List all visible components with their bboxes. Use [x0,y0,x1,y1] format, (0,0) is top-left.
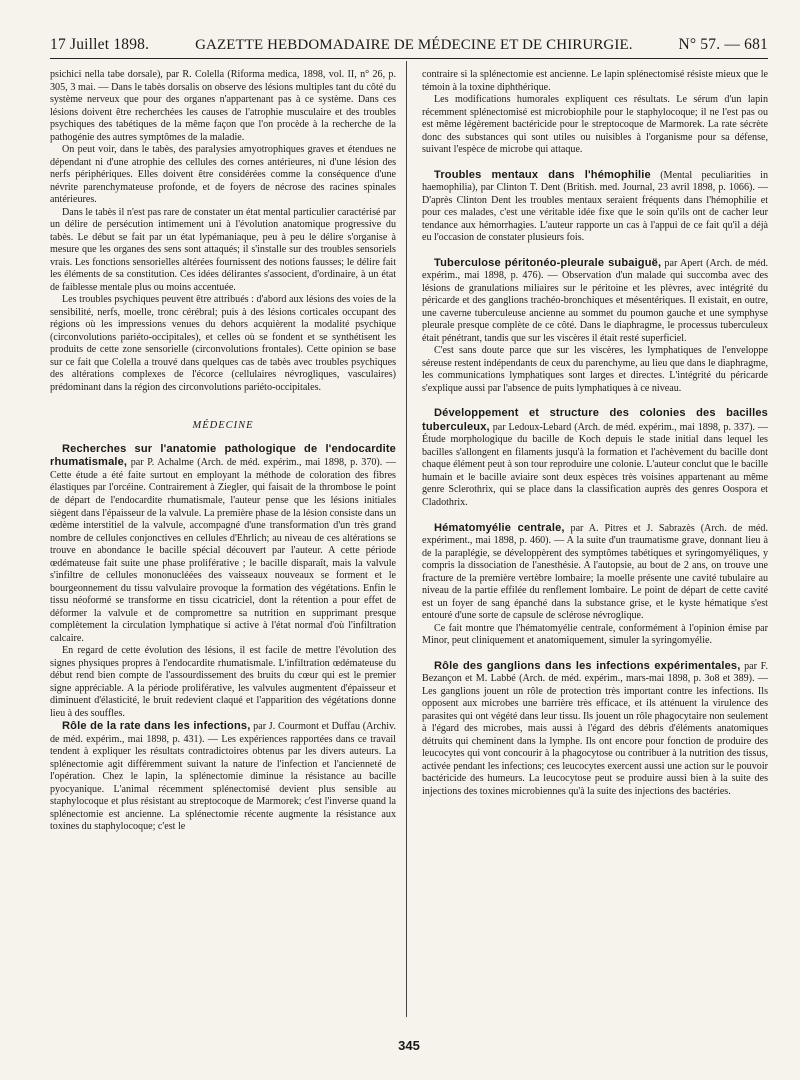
article [422,257,768,346]
article [50,443,396,645]
article [422,522,768,623]
header-issue-page: N° 57. — 681 [678,36,768,53]
article-body: par Ledoux-Lebard (Arch. de méd. expérim., mai 1898, p. 337). — Étude morphologique du bacille de Koch depuis le stade initial dans lequel les bacilles s'allongent en filaments jusqu'à la formation et l'achèvement du bacille dont chaque élément peut à son tour reproduire une colonie. L'auteur conclut que le bacille humain et le bacille aviaire sont deux espèces très voisines appartenant au même genre Sclerothrix, qui se place dans la classification auprès des genres Oospora et Cladothrix. [422,421,768,508]
right-column [422,69,768,834]
two-column-body [50,69,768,834]
article-title: Rôle des ganglions dans les infections expérimentales, [434,659,741,672]
article-title: Développement et structure des colonies des bacilles tuberculeux, [422,407,768,433]
article-title: Hématomyélie centrale, [434,521,565,534]
column-divider [406,61,407,1017]
header-date: 17 Juillet 1898. [50,36,150,53]
article-title: Tuberculose péritonéo-pleurale subaiguë, [434,256,662,269]
paragraph: Les troubles psychiques peuvent être attribués : d'abord aux lésions des voies de la sensibilité, nerfs, moelle, tronc cérébral; puis à des lésions corticales occupant des régions où les impressions venues du dehors acquièrent la modalité psychique (circonvolutions pariéto-occipitales), et celles où se fondent et se synthétisent les produits de cette zone sensorielle (circonvolutions frontales). Cette opinion se base sur ce fait que Colella a trouvé dans quelques cas de tabès avec troubles psychiques des altérations complexes de l'écorce (cellulaires névrogliques, vasculaires) prédominant dans la région des circonvolutions pariéto-occipitales. [50,294,396,393]
article-body: par F. Bezançon et M. Labbé (Arch. de méd. expérim., mars-mai 1898, p. 3o8 et 389). — Les ganglions jouent un rôle de protection très important contre les infections. Ils opposent aux microbes une barrière très efficace, et ils atténuent la virulence des parasites qui ont végété dans leur tissu. Ils jouent un rôle phagocytaire non seulement à l'égard des microbes, mais aussi à l'égard des débris d'éléments anatomiques détruits qui cheminent dans la lymphe. Ils ont encore pour fonction de produire des leucocytes qui vont concourir à la phagocytose ou contribuer à la nutrition des tissus, activée pendant les infections; ces leucocytes exercent aussi une action sur le pouvoir bactéricide des humeurs. La leucocytose peut se produire aussi bien à la suite des injections des toxines microbiennes qu'à la suite des injections des bactéries. [422,660,768,797]
article-body: par J. Courmont et Duffau (Archiv. de méd. expérim., mai 1898, p. 431). — Les expériences rapportées dans ce travail tendent à expliquer les résultats contradictoires obtenus par les divers auteurs. La splénectomie agit différemment suivant la nature de l'infection et l'ancienneté de l'opération. Chez le lapin, la splénectomie diminue la résistance au bacille pyocyanique. L'animal récemment splénectomisé devient plus sensible au staphylocoque et plus résistant au streptocoque de Marmorek; c'est l'inverse quand la splénectomie est ancienne. La splénectomie récente augmente la résistance aux toxines du staphylocoque; c'est le [50,721,396,833]
article [422,407,768,509]
paragraph: Les modifications humorales expliquent ces résultats. Le sérum d'un lapin récemment splénectomisé est microbiophile pour le staphylocoque; il ne l'est pas ou est même légèrement bactéricide pour le streptocoque de Marmorek. La rate sécrète donc des substances qui sont utiles ou nuisibles à l'organisme pour sa défense, suivant l'espèce de microbe qui attaque. [422,94,768,156]
paragraph: En regard de cette évolution des lésions, il est facile de mettre l'évolution des signes physiques propres à l'endocardite rhumatismale. L'infiltration œdémateuse du début rend bien compte de l'assourdissement des bruits du cœur qui est le premier signe appréciable. A la période proliférative, les valvules augmentent d'épaisseur et diminuent d'élasticité, le bruit redevient claqué et l'apparition des végétations donne lieu à des souffles. [50,645,396,719]
article-body: (Mental peculiarities in haemophilia), par Clinton T. Dent (British. med. Journal, 23 avril 1898, p. 1066). — D'après Clinton Dent les troubles mentaux seraient fréquents dans l'hémophilie et pour ces malades, c'est une véritable idée fixe que le soin qu'ils ont de cacher leur tendance aux hémorrhagies. L'auteur rapporte un cas à l'appui de ce fait qu'il a déjà eu l'occasion de constater plusieurs fois. [422,169,769,244]
article-body: par A. Pitres et J. Sabrazès (Arch. de méd. expériment., mai 1898, p. 460). — A la suite d'un traumatisme grave, donnant lieu à de la paraplégie, se développèrent des symptômes tabétiques et syringomyéliques, y compris la dissociation de l'anesthésie. A l'autopsie, au bout de 2 ans, on trouve une fracture de la première vertèbre lombaire; la moelle présente une cavité tubulaire au niveau de la partie effilée du renflement lombaire. Le point de départ de cette cavité est un foyer de sang épanché dans la substance grise, et le kyste hématique s'est entouré d'une sorte de capsule de sclérose névroglique. [422,522,768,622]
article-body: par P. Achalme (Arch. de méd. expérim., mai 1898, p. 370). — Cette étude a été faite surtout en employant la méthode de coloration des fibres élastiques par l'orcéine. Contrairement à Ziegler, qui faisait de la thrombose le point de départ de l'endocardite rhumatismale, l'auteur pense que les lésions initiales siègent dans l'épaisseur de la valvule. La première phase de la lésion consiste dans un œdème interstitiel de la valvule, accompagné d'une transformation d'un très grand nombre de cellules conjonctives en cellules d'Ehrlich; au niveau de ces altérations se trouve en abondance le bacille spécial découvert par l'auteur. A cette période œdémateuse fait suite une phase proliférative ; le bacille disparaît, mais la valvule s'infiltre de cellules mononucléées des vaisseaux nouveaux se forment et le bourgeonnement du tissu valvulaire provoque la formation des végétations. Enfin le tissu néoformé se transforme en tissu cicatriciel, dont la rétention a pour effet de déformer la valvule et de compromettre sa nutrition en supprimant presque complètement la circulation lymphatique si active à l'état normal d'où l'infiltration calcaire. [50,457,396,644]
paragraph: contraire si la splénectomie est ancienne. Le lapin splénectomisé résiste mieux que le témoin à la toxine diphthérique. [422,69,768,93]
article-title: Rôle de la rate dans les infections, [62,720,251,733]
left-column [50,69,396,834]
paragraph: Dans le tabès il n'est pas rare de constater un état mental particulier caractérisé par un délire de persécution intimement uni à l'évolution anatomique progressive du tabès. Le début se fait par un état lypémaniaque, peu à peu le délire s'organise à mesure que les organes des sens sont attaqués; il s'installe sur des troubles sensoriels vrais. Les fonctions sensorielles altérées fournissent des notions fausses; le délire fait les éléments de sa constitution. Ces idées délirantes s'associent, d'ordinaire, à un état de faiblesse mentale plus ou moins accentuée. [50,206,396,293]
paragraph: Ce fait montre que l'hématomyélie centrale, conformément à l'opinion émise par Minor, peut cliniquement et anatomiquement, simuler la syringomyélie. [422,622,768,647]
article-body: par Apert (Arch. de méd. expérim., mai 1898, p. 476). — Observation d'un malade qui succomba avec des lésions de granulations miliaires sur le péritoine et les plèvres, avec intégrité du péricarde et des ganglions trachéo-bronchiques et mésentériques. Il existait, en outre, une caverne tuberculeuse ancienne au sommet du poumon gauche et une symphyse pleurale presque complète de ce côté. Dans le diaphragme, le processus tuberculeux était pénétrant, tandis que sur les viscères il était resté superficiel. [422,257,769,344]
paragraph: psichici nella tabe dorsale), par R. Colella (Riforma medica, 1898, vol. II, n° 26, p. 305, 3 mai. — Dans le tabès dorsalis on observe des lésions multiples tant du côté du système nerveux que pour des organes n'appartenant pas à ce système. Dans ces lésions doivent être recherchées les causes de l'atrophie musculaire et des troubles psychiques des tabétiques de la même façon que l'on procède à la recherche de la pathogénie des autres symptômes de la maladie. [50,69,396,143]
journal-page [50,36,769,1053]
running-header [50,36,768,59]
journal-title: GAZETTE HEBDOMADAIRE DE MÉDECINE ET DE CHIRURGIE. [195,37,633,53]
article [50,720,396,834]
article-title: Troubles mentaux dans l'hémophilie [434,168,651,181]
paragraph: On peut voir, dans le tabès, des paralysies amyotrophiques graves et étendues ne dépendant ni d'une atrophie des cellules des cornes antérieures, ni d'une lésion des nerfs périphériques. Elles doivent être considérées comme la conséquence d'une névrite parenchymateuse profonde, et de foyers de nécrose des racines spinales antérieures. [50,144,396,206]
article [422,660,768,799]
paragraph: C'est sans doute parce que sur les viscères, les lymphatiques de l'enveloppe séreuse restent indépendants de ceux du parenchyme, au lieu que dans le diaphragme, les communications lymphatiques sont larges et directes. L'intégrité du péricarde s'explique aussi par l'absence de puits lymphatiques à ce niveau. [422,345,768,394]
page-number: 345 [398,1038,420,1053]
article-title: Recherches sur l'anatomie pathologique de l'endocardite rhumatismale, [50,442,396,469]
article [422,169,768,245]
section-heading: MÉDECINE [192,420,254,432]
